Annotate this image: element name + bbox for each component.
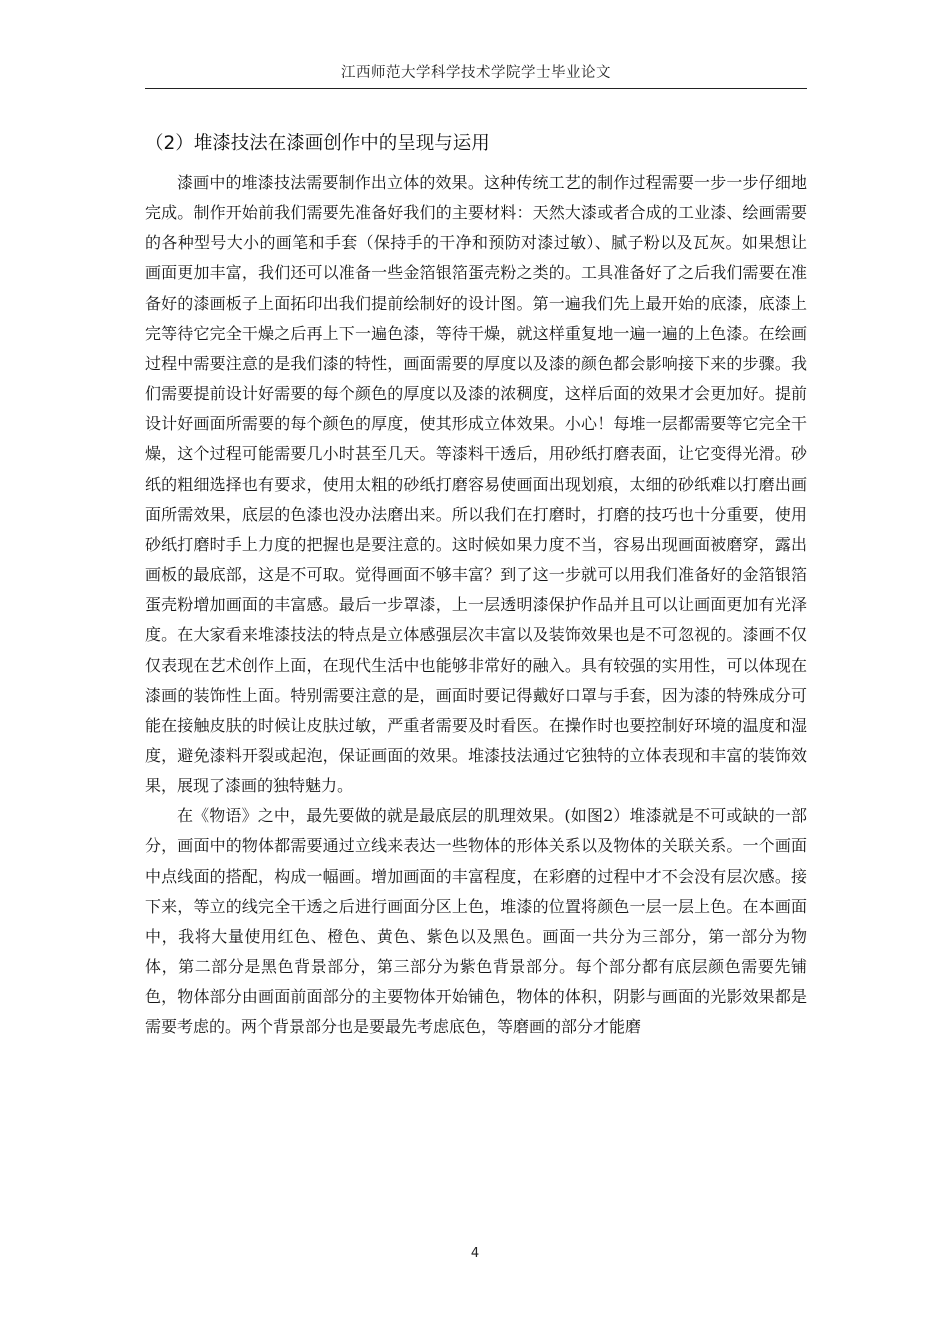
section-title: （2）堆漆技法在漆画创作中的呈现与运用 xyxy=(145,133,490,154)
running-header: 江西师范大学科学技术学院学士毕业论文 xyxy=(341,65,611,81)
header-rule xyxy=(145,88,807,89)
paragraph-1: 漆画中的堆漆技法需要制作出立体的效果。这种传统工艺的制作过程需要一步一步仔细地完成。制作开始前我们需要先准备好我们的主要材料：天然大漆或者合成的工业漆、绘画需要的各种型号大小的画笔和手套（保持手的干净和预防对漆过敏）、腻子粉以及瓦灰。如果想让画面更加丰富，我们还可以准备一些金箔银箔蛋壳粉之类的。工具准备好了之后我们需要在准备好的漆画板子上面拓印出我们提前绘制好的设计图。第一遍我们先上最开始的底漆，底漆上完等待它完全干燥之后再上下一遍色漆，等待干燥，就这样重复地一遍一遍的上色漆。在绘画过程中需要注意的是我们漆的特性，画面需要的厚度以及漆的颜色都会影响接下来的步骤。我们需要提前设计好需要的每个颜色的厚度以及漆的浓稠度，这样后面的效果才会更加好。提前设计好画面所需要的每个颜色的厚度，使其形成立体效果。小心！每堆一层都需要等它完全干燥，这个过程可能需要几小时甚至几天。等漆料干透后，用砂纸打磨表面，让它变得光滑。砂纸的粗细选择也有要求，使用太粗的砂纸打磨容易使画面出现划痕，太细的砂纸难以打磨出画面所需效果，底层的色漆也没办法磨出来。所以我们在打磨时，打磨的技巧也十分重要，使用砂纸打磨时手上力度的把握也是要注意的。这时候如果力度不当，容易出现画面被磨穿，露出画板的最底部，这是不可取。觉得画面不够丰富？到了这一步就可以用我们准备好的金箔银箔蛋壳粉增加画面的丰富感。最后一步罩漆，上一层透明漆保护作品并且可以让画面更加有光泽度。在大家看来堆漆技法的特点是立体感强层次丰富以及装饰效果也是不可忽视的。漆画不仅仅表现在艺术创作上面，在现代生活中也能够非常好的融入。具有较强的实用性，可以体现在漆画的装饰性上面。特别需要注意的是，画面时要记得戴好口罩与手套，因为漆的特殊成分可能在接触皮肤的时候让皮肤过敏，严重者需要及时看医。在操作时也要控制好环境的温度和湿度，避免漆料开裂或起泡，保证画面的效果。堆漆技法通过它独特的立体表现和丰富的装饰效果，展现了漆画的独特魅力。 xyxy=(145,173,807,796)
paragraph-2: 在《物语》之中，最先要做的就是最底层的肌理效果。(如图2）堆漆就是不可或缺的一部分，画面中的物体都需要通过立线来表达一些物体的形体关系以及物体的关联关系。一个画面中点线面的搭配，构成一幅画。增加画面的丰富程度，在彩磨的过程中才不会没有层次感。接下来，等立的线完全干透之后进行画面分区上色，堆漆的位置将颜色一层一层上色。在本画面中，我将大量使用红色、橙色、黄色、紫色以及黑色。画面一共分为三部分，第一部分为物体，第二部分是黑色背景部分，第三部分为紫色背景部分。每个部分都有底层颜色需要先铺色，物体部分由画面前面部分的主要物体开始铺色，物体的体积，阴影与画面的光影效果都是需要考虑的。两个背景部分也是要最先考虑底色，等磨画的部分才能磨 xyxy=(145,806,807,1037)
page-number: 4 xyxy=(470,1246,480,1261)
body-text xyxy=(145,168,807,1043)
